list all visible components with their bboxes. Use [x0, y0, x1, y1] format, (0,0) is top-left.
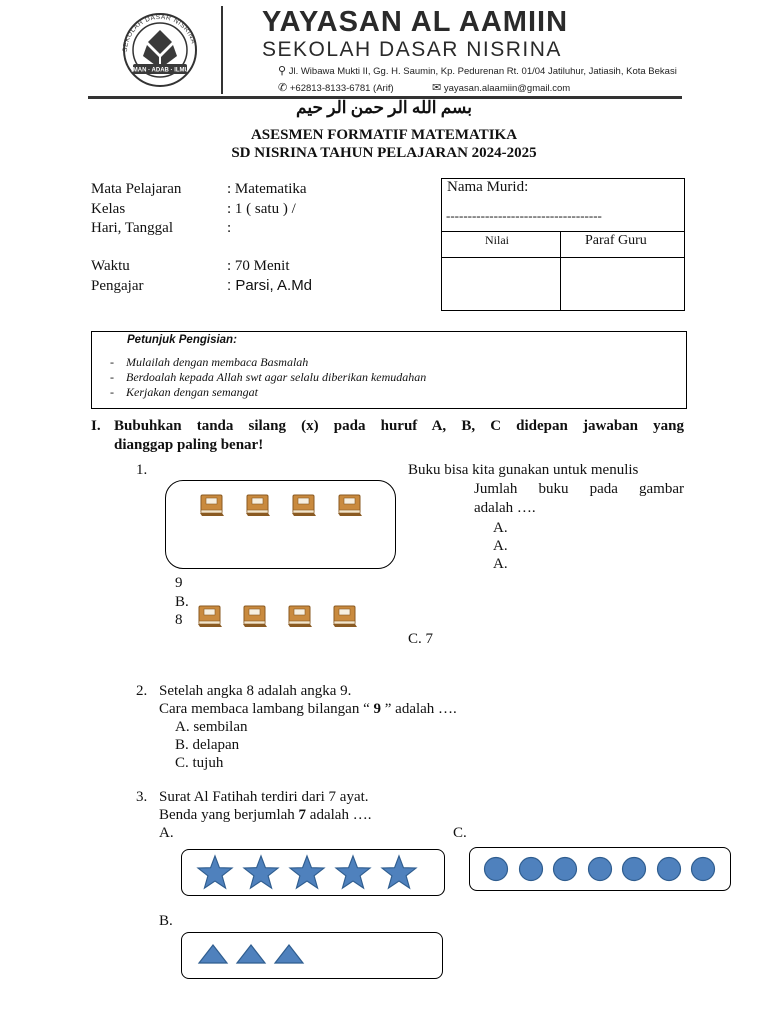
q2-option-b[interactable]: B. delapan [175, 737, 240, 753]
nilai-cell[interactable] [442, 258, 559, 310]
q2-line-2-pre: Cara membaca lambang bilangan “ [159, 701, 370, 717]
circle-icon [587, 856, 613, 882]
q3-triangles-group [197, 942, 317, 966]
instruction-text: Kerjakan dengan semangat [126, 385, 258, 399]
info-label-date: Hari, Tanggal [91, 220, 173, 236]
school-logo [115, 12, 205, 88]
email-text: yayasan.alaamiin@gmail.com [443, 83, 571, 94]
q1-option-a[interactable]: A. [493, 520, 508, 536]
q3-option-a-label[interactable]: A. [159, 825, 174, 841]
q2-line-2-post: ” adalah …. [384, 701, 457, 717]
q1-books-group-below [196, 602, 366, 630]
circle-icon [656, 856, 682, 882]
section-instruction-line-1: Bubuhkan tanda silang (x) pada huruf A, B, C didepan jawaban yang [114, 418, 684, 434]
info-value-date: : [227, 220, 232, 236]
org-name: YAYASAN AL AAMIIN [262, 6, 569, 38]
q3-stars-group [196, 853, 436, 891]
book-icon [336, 493, 364, 517]
student-name-field[interactable]: ------------------------------------ [446, 208, 602, 223]
q1-number: 1. [136, 462, 148, 478]
book-icon [290, 493, 318, 517]
paraf-guru-label: Paraf Guru [585, 233, 647, 248]
q1-option-b[interactable]: B. [175, 594, 189, 610]
q1-question-line-2: adalah …. [474, 500, 536, 516]
q2-line-1: Setelah angka 8 adalah angka 9. [159, 683, 352, 699]
score-box-divider-1 [441, 231, 685, 232]
q2-number: 2. [136, 683, 148, 699]
star-icon [242, 854, 280, 890]
q2-option-c[interactable]: C. tujuh [175, 755, 224, 771]
q1-question-line-1: Jumlah buku pada gambar [474, 481, 684, 497]
school-name: SEKOLAH DASAR NISRINA [262, 38, 562, 61]
q3-circles-group [483, 855, 723, 883]
q2-option-a[interactable]: A. sembilan [175, 719, 248, 735]
title-line-1: ASESMEN FORMATIF MATEMATIKA [250, 127, 518, 143]
info-label-subject: Mata Pelajaran [91, 181, 182, 197]
student-name-label: Nama Murid: [447, 179, 529, 195]
book-icon [198, 493, 226, 517]
q1-prompt: Buku bisa kita gunakan untuk menulis [408, 462, 639, 478]
address-text: Jl. Wibawa Mukti II, Gg. H. Saumin, Kp. Pedurenan Rt. 01/04 Jatiluhur, Jatiasih, Kota Bekasi [288, 66, 677, 77]
phone-line [278, 81, 394, 94]
map-pin-icon: ⚲ [278, 65, 287, 77]
email-line [432, 81, 570, 94]
q3-option-c-label[interactable]: C. [453, 825, 467, 841]
circle-icon [621, 856, 647, 882]
info-value-class: : 1 ( satu ) / [227, 201, 296, 217]
circle-icon [518, 856, 544, 882]
star-icon [288, 854, 326, 890]
book-icon [331, 604, 359, 628]
info-label-class: Kelas [91, 201, 126, 217]
header-vertical-rule [221, 6, 223, 94]
q3-option-b-label[interactable]: B. [159, 913, 173, 929]
book-icon [244, 493, 272, 517]
info-value-time: : 70 Menit [227, 258, 290, 274]
envelope-icon: ✉ [432, 82, 442, 94]
q3-line-1: Surat Al Fatihah terdiri dari 7 ayat. [159, 789, 369, 805]
circle-icon [690, 856, 716, 882]
q3-line-2-post: adalah …. [306, 807, 372, 823]
phone-text: +62813-8133-6781 (Arif) [289, 83, 394, 94]
logo-ring-text: SEKOLAH DASAR NISRINA [121, 13, 197, 53]
score-box-divider-v [560, 231, 561, 311]
info-label-teacher: Pengajar [91, 278, 144, 294]
instruction-text: Berdoalah kepada Allah swt agar selalu diberikan kemudahan [126, 370, 427, 384]
q3-number: 3. [136, 789, 148, 805]
q1-books-group [198, 491, 378, 519]
q3-line-2 [159, 807, 371, 824]
book-icon [196, 604, 224, 628]
q1-option-a[interactable]: A. [493, 538, 508, 554]
q1-option-a[interactable]: A. [493, 556, 508, 572]
circle-icon [552, 856, 578, 882]
bismillah: بسم الله الر حمن الر حيم [296, 98, 472, 117]
q2-line-2 [159, 701, 457, 718]
star-icon [380, 854, 418, 890]
address-line [278, 64, 677, 77]
instruction-item: - Kerjakan dengan semangat [110, 385, 258, 399]
q1-option-c[interactable]: C. 7 [408, 631, 434, 647]
nilai-label: Nilai [485, 233, 509, 247]
instruction-item: - Berdoalah kepada Allah swt agar selalu diberikan kemudahan [110, 370, 427, 384]
triangle-icon [197, 943, 229, 965]
info-value-subject: : Matematika [227, 181, 307, 197]
star-icon [196, 854, 234, 890]
instructions-title: Petunjuk Pengisian: [127, 334, 237, 346]
q1-number-9: 9 [175, 575, 183, 591]
q3-line-2-pre: Benda yang berjumlah [159, 807, 299, 823]
title-line-2: SD NISRINA TAHUN PELAJARAN 2024-2025 [231, 145, 537, 161]
section-number: I. [91, 418, 101, 434]
q3-number-7: 7 [298, 807, 307, 823]
section-instruction-line-2: dianggap paling benar! [114, 437, 264, 453]
info-value-teacher: : Parsi, A.Md [227, 277, 313, 294]
book-icon [286, 604, 314, 628]
triangle-icon [273, 943, 305, 965]
instruction-text: Mulailah dengan membaca Basmalah [126, 355, 309, 369]
logo-motto: IMAN · ADAB · ILMU [131, 67, 189, 74]
paraf-guru-cell[interactable] [562, 258, 684, 310]
book-icon [241, 604, 269, 628]
phone-icon: ✆ [278, 82, 288, 94]
q2-number-9: 9 [369, 701, 385, 717]
star-icon [334, 854, 372, 890]
triangle-icon [235, 943, 267, 965]
q1-number-8: 8 [175, 612, 183, 628]
circle-icon [483, 856, 509, 882]
instruction-item: - Mulailah dengan membaca Basmalah [110, 355, 309, 369]
info-label-time: Waktu [91, 258, 130, 274]
